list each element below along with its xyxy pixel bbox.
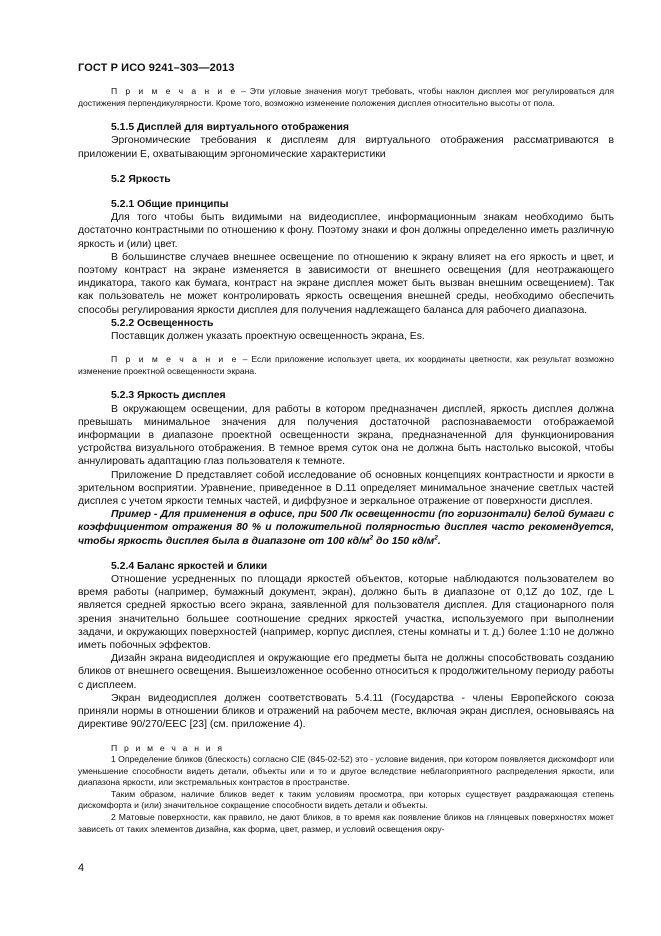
page-number: 4: [78, 862, 85, 874]
example-text-c: .: [437, 535, 441, 547]
section-5-1-5-paragraph: Эргономические требования к дисплеям для виртуального отображения рассматриваются в приложении E, охватывающим эргономические характеристики: [78, 135, 614, 160]
example-text-b: до 150 кд/м: [373, 535, 435, 547]
note-glare-2: 2 Матовые поверхности, как правило, не дают бликов, в то время как появление бликов на глянцевых поверхностях может зависеть от таких элементов дизайна, как форма, цвет, размер, и условий освещения окру-: [78, 812, 614, 834]
section-5-2-3-paragraph-1: В окружающем освещении, для работы в котором предназначен дисплей, яркость дисплея должна превышать минимальное значения для получения достаточной распознаваемости отображаемой информации в диапазоне проектной освещенности экрана, предназначенной для функционирования устройства визуального отображения. В темное время суток она не должна быть настолько высокой, чтобы аннулировать адаптацию глаз пользователя к темноте.: [78, 403, 614, 468]
note-glare-1b: Таким образом, наличие бликов ведет к таким условиям просмотра, при которых существует раздражающая степень дискомфорта и (или) значительное сокращение способности видеть детали и объекты.: [78, 788, 614, 811]
note-text: – Эти угловые значения могут требовать, чтобы наклон дисплея мог регулироваться для достижения перпендикулярности. Кроме того, возможно изменение положения дисплея относительно высоты от пола.: [78, 86, 614, 108]
section-5-2-heading: 5.2 Яркость: [111, 173, 171, 185]
section-5-2-1-paragraph-2: В большинстве случаев внешнее освещение по отношению к экрану влияет на его яркость и цвет, и поэтому контраст на экране изменяется в зависимости от внешнего освещения (для неотражающего индикатора, такого как бумага, контраст на экране дисплея может быть вызван внешним освещением). Так как пользователь не может контролировать яркость освещения внешней среды, необходимо обеспечить способы регулирования яркости дисплея для получения надлежащего баланса для рабочего диапазона.: [78, 251, 614, 316]
section-5-2-4-paragraph-3: Экран видеодисплея должен соответствовать 5.4.11 (Государства - члены Европейского союза приняли нормы в отношении бликов и отражений на рабочем месте, включая экран дисплея, основываясь на директиве 90/270/EEC [23] (см. приложение 4).: [78, 692, 614, 731]
document-body: [78, 86, 614, 835]
note-illuminance: [78, 354, 614, 377]
section-5-2-4-heading: 5.2.4 Баланс яркостей и блики: [111, 560, 268, 572]
note-glare-1: 1 Определение бликов (блескость) согласно CIE (845-02-52) это - условие видения, при котором появляется дискомфорт или уменьшение способности видеть детали, объекты или и то и другое вследствие неблагоприятного распределения яркости, или диапазона яркости, или экстремальных контрастов в пространстве.: [78, 754, 614, 788]
note-label: П р и м е ч а н и е: [111, 86, 238, 96]
section-5-2-3-paragraph-2: Приложение D представляет собой исследование об основных концепциях контрастности и яркости в зрительном восприятии. Уравнение, приведенное в D.11 определяет минимальное значение светлых частей дисплея с учетом яркости темных частей, и диффузное и зеркальное отражение от поверхности дисплея.: [78, 469, 614, 508]
section-5-2-4-paragraph-2: Дизайн экрана видеодисплея и окружающие его предметы быта не должны способствовать созданию бликов от внешнего освещения. Вышеизложенное особенно относиться к продолжительному периоду работы с дисплеем.: [78, 653, 614, 691]
section-5-1-5-heading: 5.1.5 Дисплей для виртуального отображения: [111, 122, 349, 134]
note-label: П р и м е ч а н и е: [111, 354, 239, 365]
document-header: ГОСТ Р ИСО 9241–303—2013: [78, 62, 235, 74]
section-5-2-1-heading: 5.2.1 Общие принципы: [111, 199, 229, 210]
section-5-2-3-heading: 5.2.3 Яркость дисплея: [111, 390, 226, 402]
notes-heading: [78, 743, 614, 755]
section-5-2-2-paragraph: Поставщик должен указать проектную освещенность экрана, Es.: [111, 331, 425, 343]
example-paragraph: [78, 508, 614, 548]
section-5-2-1-paragraph-1: Для того чтобы быть видимыми на видеодисплее, информационным знакам необходимо быть достаточно контрастными по отношению к фону. Поэтому знаки и фон должны определенно иметь различную яркость и (или) цвет.: [78, 212, 614, 250]
section-5-2-2-heading: 5.2.2 Освещенность: [111, 317, 214, 329]
section-5-2-4-paragraph-1: Отношение усредненных по площади яркостей объектов, которые наблюдаются пользователем во время работы (например, бумажный документ, экран), должно быть в диапазоне от 0,1Z до 10Z, где L является средней яркостью всего экрана, заявленной для пользователя дисплея. Для стационарного поля зрения значительно большее соотношение средних яркостей участка, используемого при выполнении задачи, и окружающих поверхностей (например, корпус дисплея, стены комнаты и т. д.) более 1:10 не должно иметь побочных эффектов.: [78, 574, 614, 652]
note-angle: [78, 86, 614, 109]
superscript-2: 2: [434, 534, 438, 542]
note-text: – Если приложение использует цвета, их координаты цветности, как результат возможно изменение проектной освещенности экрана.: [78, 354, 614, 376]
example-text-a: Пример - Для применения в офисе, при 500 Лк освещенности (по горизонтали) белой бумаги с коэффициентом отражения 80 % и положительной полярностью дисплея часто рекомендуется, чтобы яркость дисплея была в диапазоне от 100 кд/м: [78, 509, 614, 547]
superscript-2: 2: [369, 534, 374, 542]
notes-label: П р и м е ч а н и я: [111, 742, 225, 753]
